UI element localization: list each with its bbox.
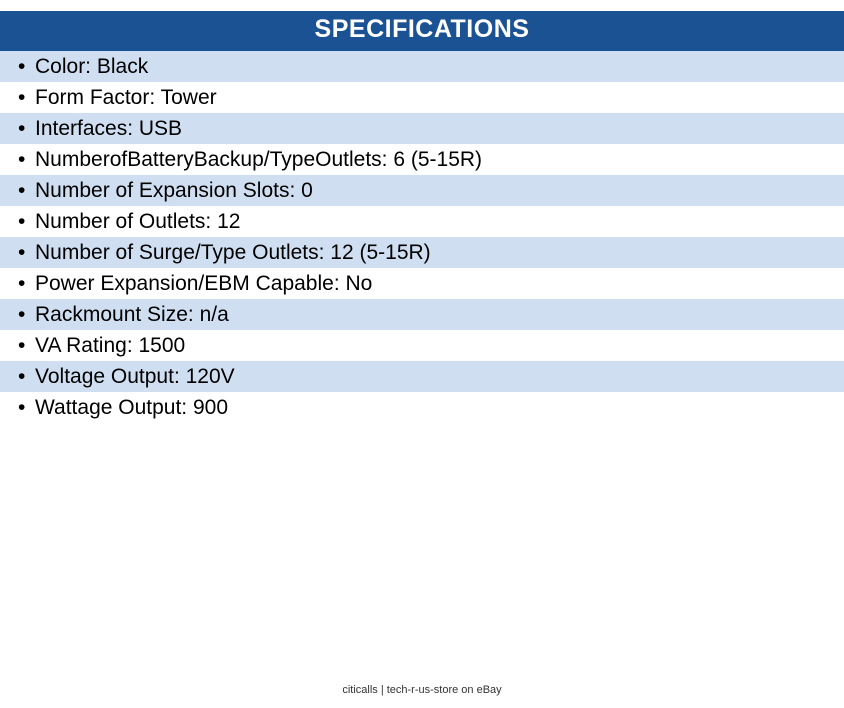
- list-item-label: Interfaces: USB: [35, 116, 183, 140]
- bullet-icon: •: [18, 54, 26, 78]
- list-item-label: Number of Expansion Slots: 0: [35, 178, 313, 202]
- list-item: [0, 268, 844, 299]
- footer-attribution: citicalls | tech-r-us-store on eBay: [342, 684, 502, 696]
- list-item: [0, 51, 844, 82]
- list-item: [0, 113, 844, 144]
- list-item: [0, 82, 844, 113]
- bullet-icon: •: [18, 147, 26, 171]
- list-item-label: Color: Black: [35, 54, 149, 78]
- list-item: [0, 361, 844, 392]
- list-item: [0, 330, 844, 361]
- bullet-icon: •: [18, 364, 26, 388]
- list-item: [0, 237, 844, 268]
- list-item: [0, 392, 844, 423]
- list-item-label: Form Factor: Tower: [35, 85, 217, 109]
- bullet-icon: •: [18, 85, 26, 109]
- list-item-label: Rackmount Size: n/a: [35, 302, 229, 326]
- list-item-label: Wattage Output: 900: [35, 395, 229, 419]
- specifications-sheet: [0, 11, 844, 708]
- bullet-icon: •: [18, 178, 26, 202]
- bullet-icon: •: [18, 209, 26, 233]
- bullet-icon: •: [18, 116, 26, 140]
- list-item-label: Power Expansion/EBM Capable: No: [35, 271, 373, 295]
- list-item: [0, 299, 844, 330]
- bullet-icon: •: [18, 302, 26, 326]
- list-item-label: Number of Surge/Type Outlets: 12 (5-15R): [35, 240, 431, 264]
- list-item: [0, 206, 844, 237]
- list-item: [0, 144, 844, 175]
- bullet-icon: •: [18, 271, 26, 295]
- list-item-label: NumberofBatteryBackup/TypeOutlets: 6 (5-15R): [35, 147, 483, 171]
- specifications-title: SPECIFICATIONS: [0, 11, 844, 51]
- list-item-label: Number of Outlets: 12: [35, 209, 241, 233]
- bullet-icon: •: [18, 395, 26, 419]
- bullet-icon: •: [18, 333, 26, 357]
- list-item-label: VA Rating: 1500: [35, 333, 186, 357]
- specifications-list: [0, 51, 844, 423]
- bullet-icon: •: [18, 240, 26, 264]
- list-item: [0, 175, 844, 206]
- list-item-label: Voltage Output: 120V: [35, 364, 235, 388]
